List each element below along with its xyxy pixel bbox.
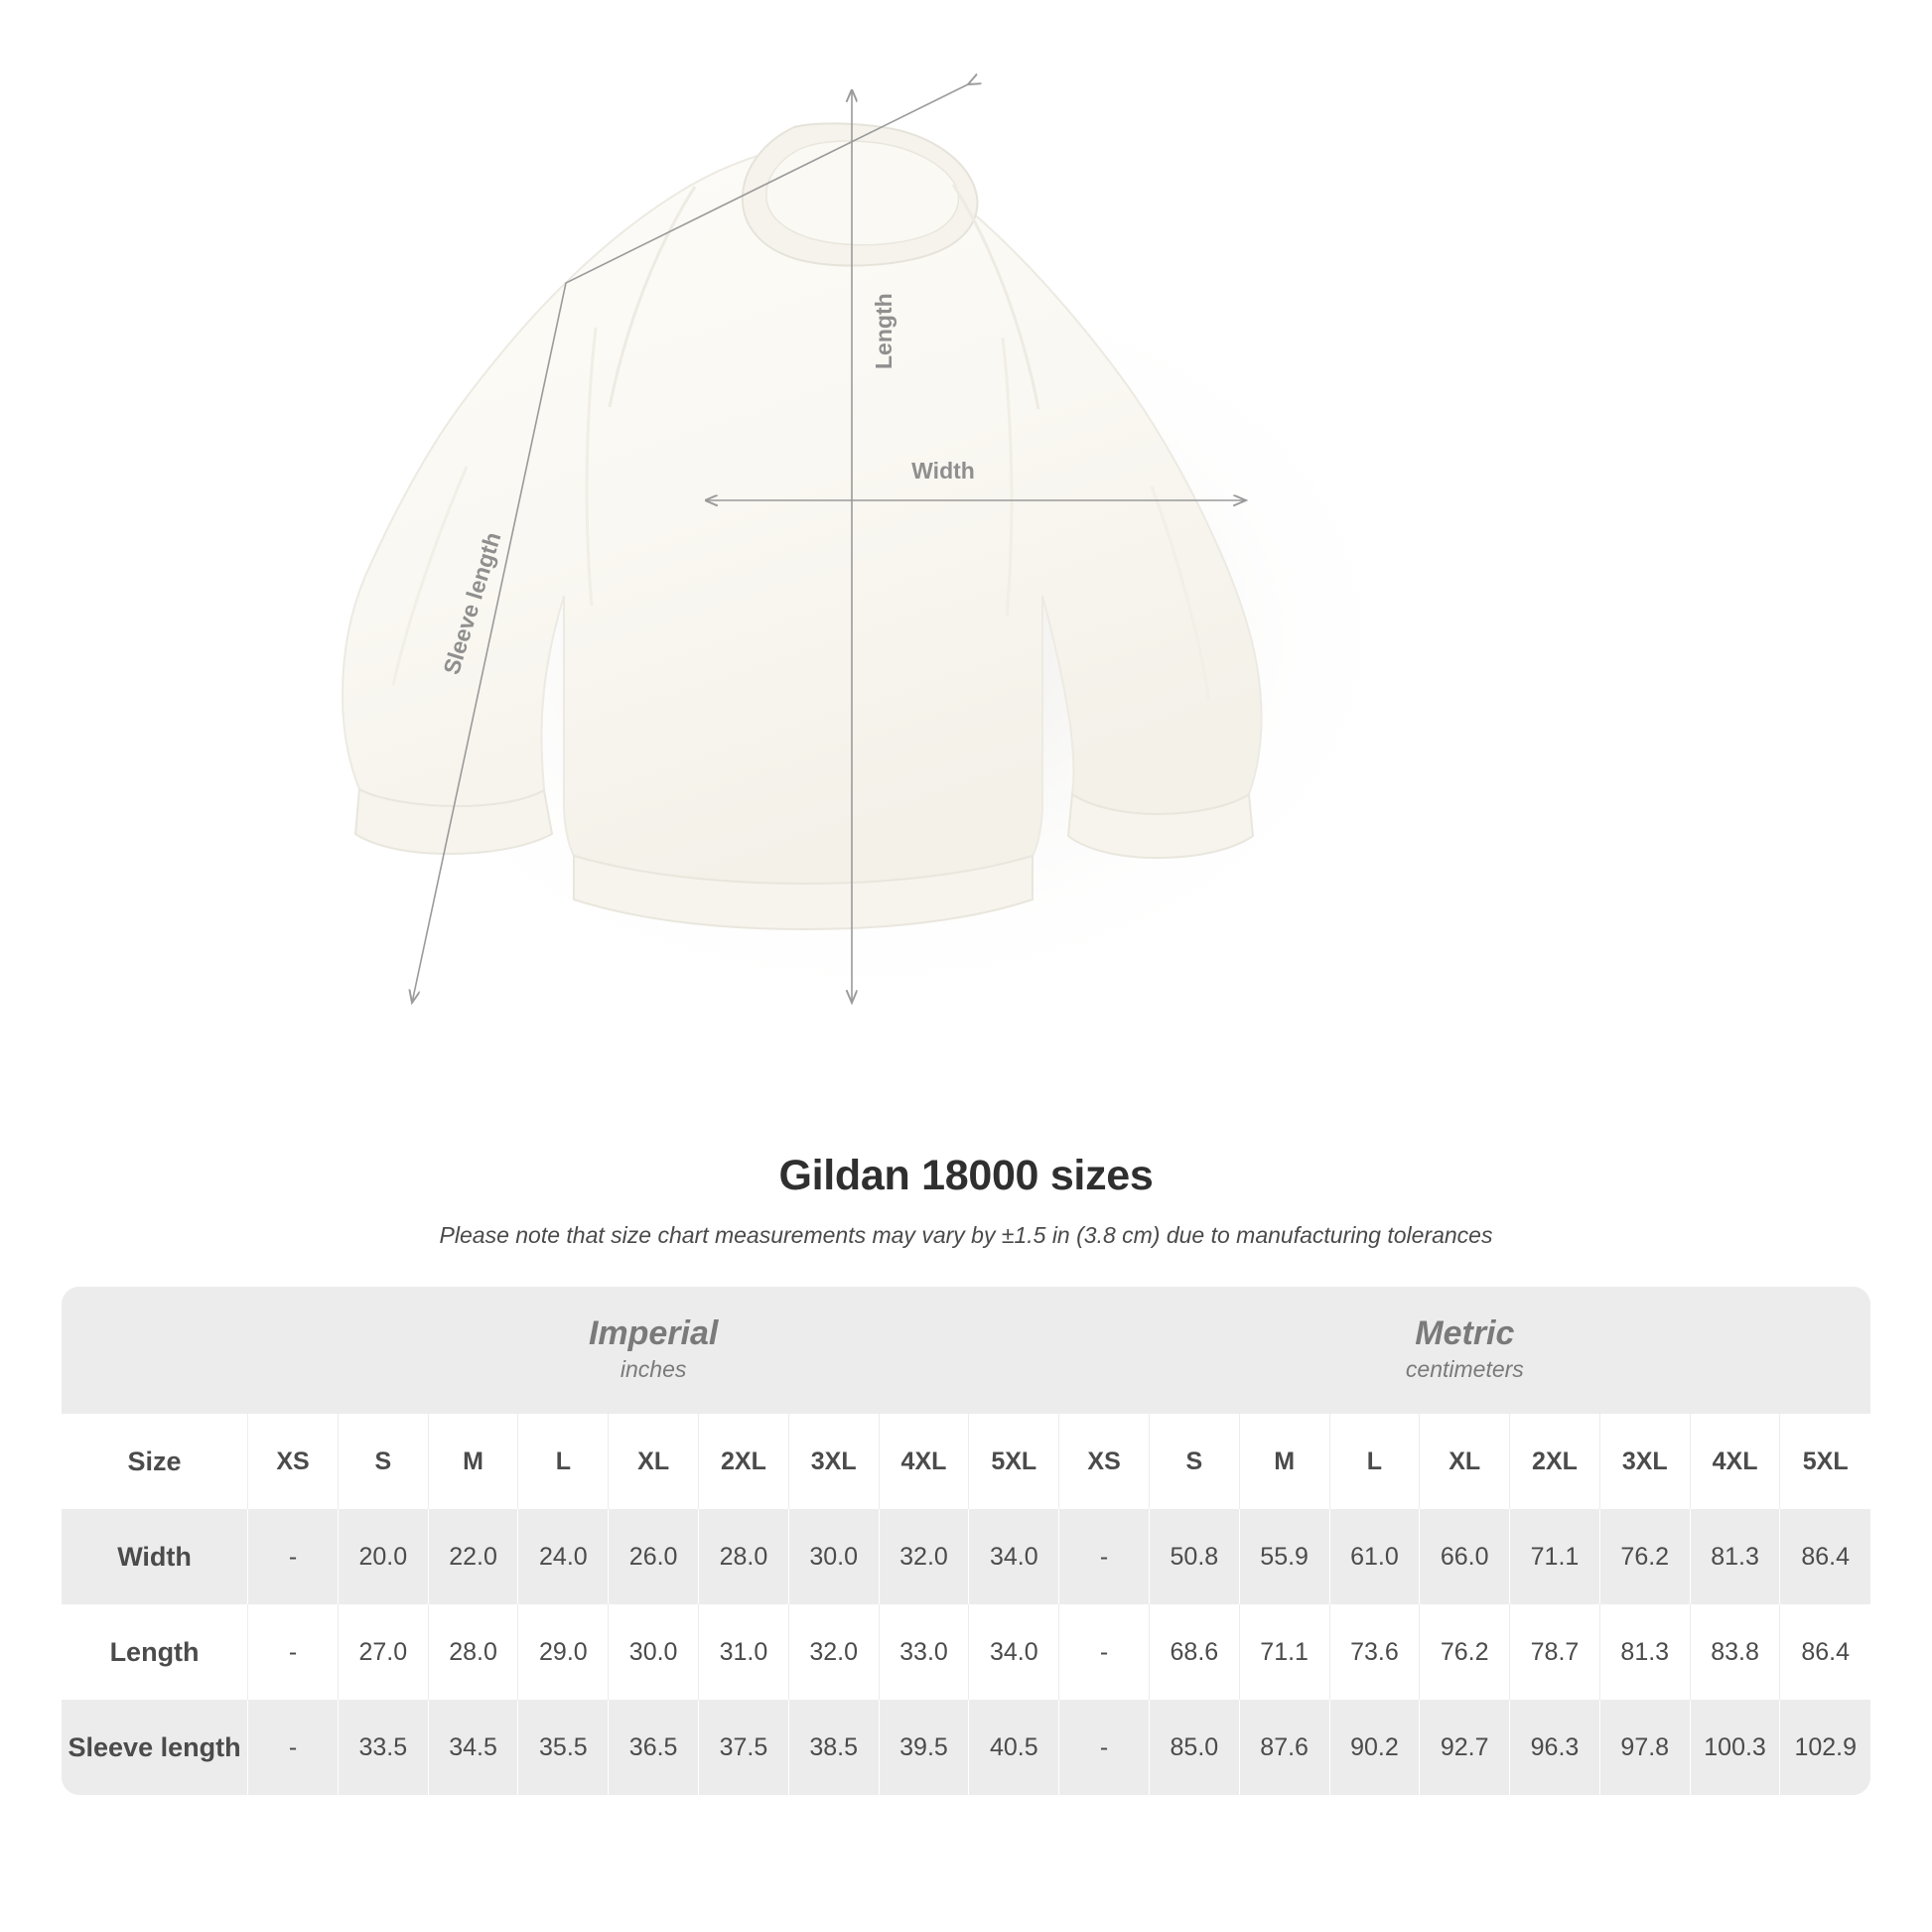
header-size-5xl-imperial: 5XL [969, 1414, 1059, 1509]
cell-length-10: 68.6 [1149, 1604, 1239, 1700]
cell-length-1: 27.0 [338, 1604, 428, 1700]
cell-sleeve-4: 36.5 [609, 1700, 699, 1795]
header-size-5xl-metric: 5XL [1780, 1414, 1870, 1509]
header-size-xl-imperial: XL [609, 1414, 699, 1509]
size-table-wrapper [62, 1287, 1870, 1795]
cell-sleeve-12: 90.2 [1329, 1700, 1420, 1795]
cell-length-13: 76.2 [1420, 1604, 1510, 1700]
cell-width-4: 26.0 [609, 1509, 699, 1604]
cell-sleeve-3: 35.5 [518, 1700, 609, 1795]
cell-sleeve-17: 102.9 [1780, 1700, 1870, 1795]
cell-width-7: 32.0 [879, 1509, 969, 1604]
cell-length-2: 28.0 [428, 1604, 518, 1700]
cell-length-7: 33.0 [879, 1604, 969, 1700]
unit-spacer [62, 1287, 248, 1414]
cell-width-5: 28.0 [699, 1509, 789, 1604]
cell-length-14: 78.7 [1510, 1604, 1600, 1700]
header-size-xl-metric: XL [1420, 1414, 1510, 1509]
cell-sleeve-13: 92.7 [1420, 1700, 1510, 1795]
cell-width-14: 71.1 [1510, 1509, 1600, 1604]
cell-length-6: 32.0 [788, 1604, 879, 1700]
header-size-3xl-metric: 3XL [1599, 1414, 1690, 1509]
cell-sleeve-11: 87.6 [1239, 1700, 1329, 1795]
cell-length-3: 29.0 [518, 1604, 609, 1700]
header-size-m-metric: M [1239, 1414, 1329, 1509]
cell-width-6: 30.0 [788, 1509, 879, 1604]
header-size-label: Size [62, 1414, 248, 1509]
cell-sleeve-14: 96.3 [1510, 1700, 1600, 1795]
header-size-m-imperial: M [428, 1414, 518, 1509]
row-label-width: Width [62, 1509, 248, 1604]
cell-width-3: 24.0 [518, 1509, 609, 1604]
cell-sleeve-9: - [1059, 1700, 1150, 1795]
row-label-sleeve-length: Sleeve length [62, 1700, 248, 1795]
unit-imperial [248, 1287, 1059, 1414]
header-size-2xl-imperial: 2XL [699, 1414, 789, 1509]
header-size-4xl-metric: 4XL [1690, 1414, 1780, 1509]
table-row-sleeve-length [62, 1700, 1870, 1795]
header-size-l-metric: L [1329, 1414, 1420, 1509]
cell-sleeve-1: 33.5 [338, 1700, 428, 1795]
cell-length-11: 71.1 [1239, 1604, 1329, 1700]
header-size-s-metric: S [1149, 1414, 1239, 1509]
cell-width-9: - [1059, 1509, 1150, 1604]
cell-width-10: 50.8 [1149, 1509, 1239, 1604]
unit-metric-sub: centimeters [1405, 1356, 1524, 1383]
label-length: Length [871, 293, 897, 369]
cell-width-2: 22.0 [428, 1509, 518, 1604]
cell-sleeve-10: 85.0 [1149, 1700, 1239, 1795]
cell-width-16: 81.3 [1690, 1509, 1780, 1604]
tolerance-note: Please note that size chart measurements may vary by ±1.5 in (3.8 cm) due to manufacturing tolerances [439, 1222, 1493, 1248]
cell-sleeve-2: 34.5 [428, 1700, 518, 1795]
unit-header-row [62, 1287, 1870, 1414]
label-width: Width [911, 458, 975, 483]
page-title: Gildan 18000 sizes [778, 1152, 1154, 1199]
unit-metric [1059, 1287, 1870, 1414]
cell-sleeve-6: 38.5 [788, 1700, 879, 1795]
label-sleeve-length: Sleeve length [438, 528, 506, 678]
row-label-length: Length [62, 1604, 248, 1700]
cell-sleeve-8: 40.5 [969, 1700, 1059, 1795]
cell-sleeve-15: 97.8 [1599, 1700, 1690, 1795]
cell-width-15: 76.2 [1599, 1509, 1690, 1604]
cell-sleeve-5: 37.5 [699, 1700, 789, 1795]
cell-sleeve-16: 100.3 [1690, 1700, 1780, 1795]
cell-sleeve-7: 39.5 [879, 1700, 969, 1795]
unit-imperial-name: Imperial [588, 1314, 719, 1353]
header-size-s-imperial: S [338, 1414, 428, 1509]
header-size-xs-imperial: XS [248, 1414, 339, 1509]
unit-metric-name: Metric [1415, 1314, 1515, 1353]
unit-imperial-sub: inches [620, 1356, 687, 1383]
header-size-2xl-metric: 2XL [1510, 1414, 1600, 1509]
header-size-4xl-imperial: 4XL [879, 1414, 969, 1509]
sweatshirt-shape [343, 123, 1262, 929]
cell-width-17: 86.4 [1780, 1509, 1870, 1604]
header-size-3xl-imperial: 3XL [788, 1414, 879, 1509]
cell-length-5: 31.0 [699, 1604, 789, 1700]
cell-width-8: 34.0 [969, 1509, 1059, 1604]
cell-length-4: 30.0 [609, 1604, 699, 1700]
cell-width-12: 61.0 [1329, 1509, 1420, 1604]
header-size-xs-metric: XS [1059, 1414, 1150, 1509]
cell-length-8: 34.0 [969, 1604, 1059, 1700]
size-header-row [62, 1414, 1870, 1509]
header-size-l-imperial: L [518, 1414, 609, 1509]
table-row-length [62, 1604, 1870, 1700]
size-table [62, 1287, 1870, 1795]
cell-length-17: 86.4 [1780, 1604, 1870, 1700]
cell-sleeve-0: - [248, 1700, 339, 1795]
cell-width-0: - [248, 1509, 339, 1604]
cell-length-0: - [248, 1604, 339, 1700]
cell-width-11: 55.9 [1239, 1509, 1329, 1604]
cell-width-1: 20.0 [338, 1509, 428, 1604]
cell-length-12: 73.6 [1329, 1604, 1420, 1700]
table-row-width [62, 1509, 1870, 1604]
cell-length-15: 81.3 [1599, 1604, 1690, 1700]
cell-length-16: 83.8 [1690, 1604, 1780, 1700]
cell-width-13: 66.0 [1420, 1509, 1510, 1604]
cell-length-9: - [1059, 1604, 1150, 1700]
